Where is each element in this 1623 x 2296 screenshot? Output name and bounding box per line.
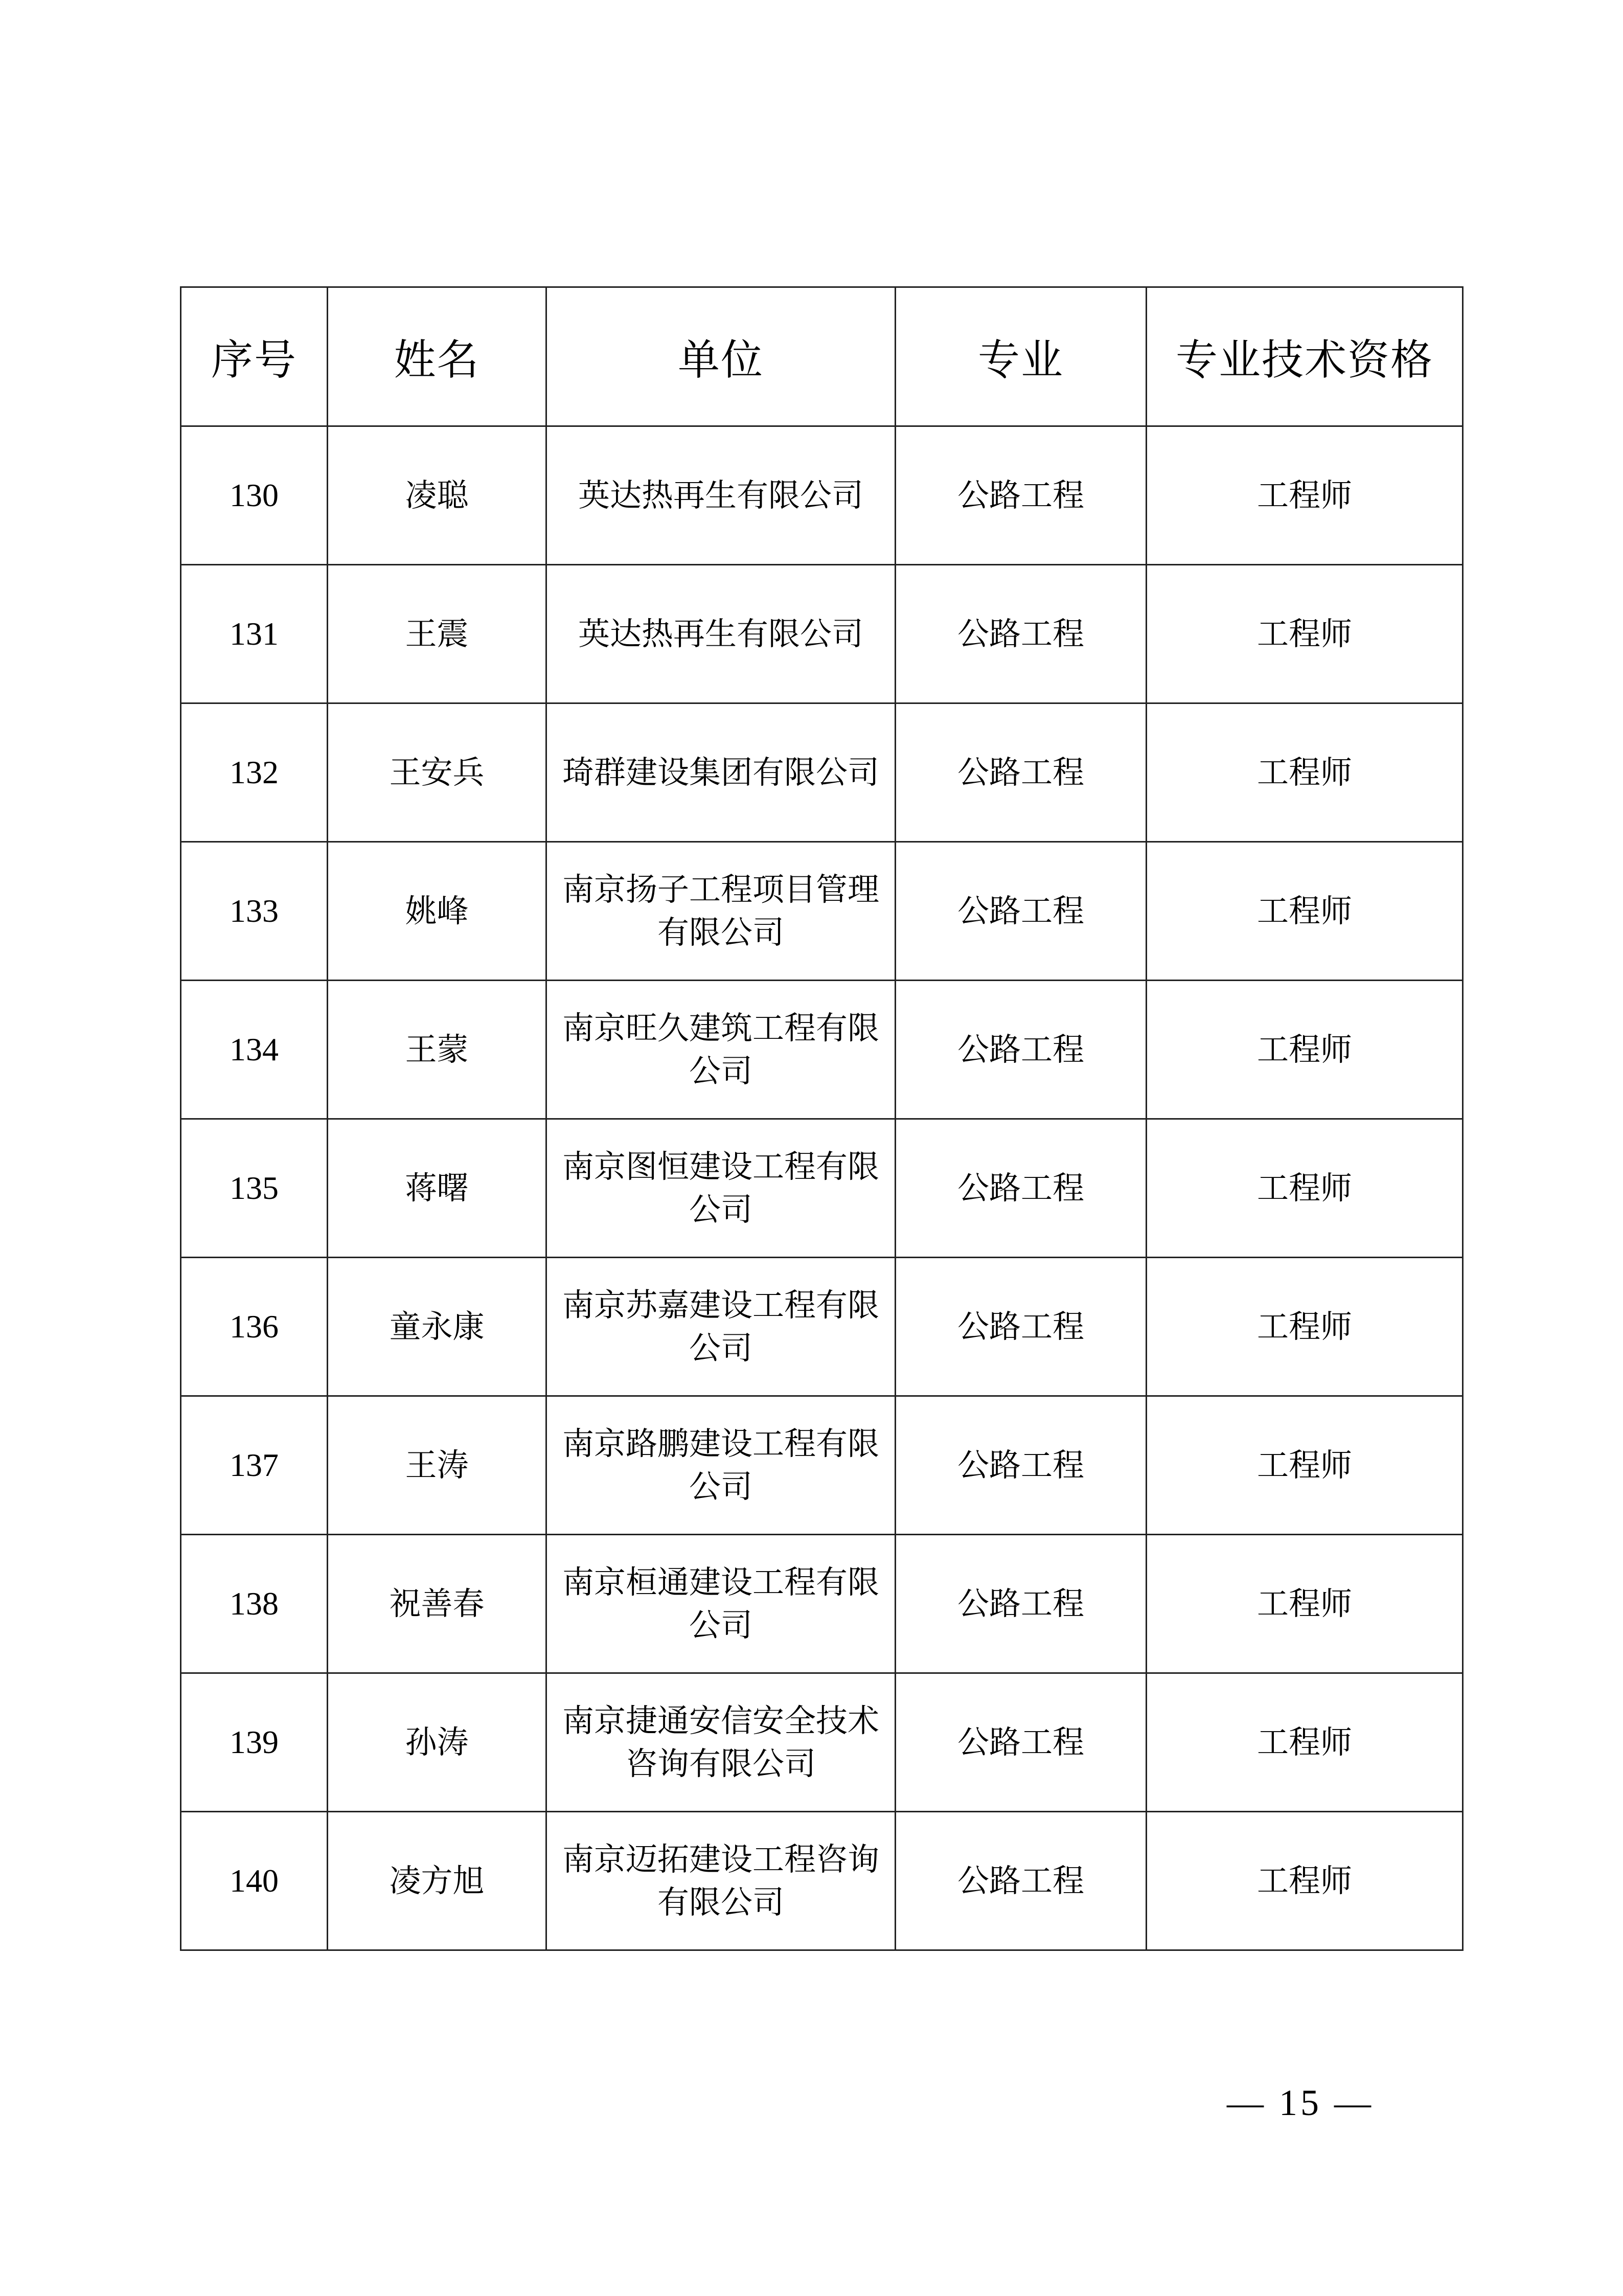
cell-qualification: 工程师 [1147, 1119, 1463, 1258]
cell-name: 王震 [328, 565, 546, 703]
table-header-row [181, 287, 1463, 426]
cell-seq: 135 [181, 1119, 328, 1258]
cell-qualification: 工程师 [1147, 1396, 1463, 1535]
cell-name: 童永康 [328, 1258, 546, 1396]
cell-seq: 138 [181, 1535, 328, 1673]
cell-seq: 137 [181, 1396, 328, 1535]
cell-major: 公路工程 [896, 1535, 1147, 1673]
cell-unit: 南京迈拓建设工程咨询有限公司 [546, 1812, 896, 1950]
cell-seq: 139 [181, 1673, 328, 1812]
header-name: 姓名 [328, 287, 546, 426]
cell-major: 公路工程 [896, 565, 1147, 703]
header-unit: 单位 [546, 287, 896, 426]
header-seq: 序号 [181, 287, 328, 426]
cell-qualification: 工程师 [1147, 1812, 1463, 1950]
cell-major: 公路工程 [896, 1119, 1147, 1258]
cell-seq: 130 [181, 426, 328, 565]
cell-qualification: 工程师 [1147, 1673, 1463, 1812]
cell-seq: 136 [181, 1258, 328, 1396]
cell-qualification: 工程师 [1147, 842, 1463, 981]
cell-unit: 南京路鹏建设工程有限公司 [546, 1396, 896, 1535]
cell-name: 凌方旭 [328, 1812, 546, 1950]
cell-qualification: 工程师 [1147, 1535, 1463, 1673]
table-row [181, 565, 1463, 703]
cell-unit: 南京苏嘉建设工程有限公司 [546, 1258, 896, 1396]
cell-name: 孙涛 [328, 1673, 546, 1812]
cell-unit: 南京旺久建筑工程有限公司 [546, 981, 896, 1119]
cell-major: 公路工程 [896, 981, 1147, 1119]
cell-name: 凌聪 [328, 426, 546, 565]
cell-unit: 南京扬子工程项目管理有限公司 [546, 842, 896, 981]
cell-major: 公路工程 [896, 1396, 1147, 1535]
roster-table [180, 286, 1464, 1951]
table-row [181, 842, 1463, 981]
cell-name: 王安兵 [328, 703, 546, 842]
table-row [181, 1673, 1463, 1812]
table-row [181, 703, 1463, 842]
cell-unit: 南京桓通建设工程有限公司 [546, 1535, 896, 1673]
table-row [181, 981, 1463, 1119]
cell-seq: 131 [181, 565, 328, 703]
cell-major: 公路工程 [896, 842, 1147, 981]
table-row [181, 1119, 1463, 1258]
cell-major: 公路工程 [896, 1258, 1147, 1396]
cell-unit: 英达热再生有限公司 [546, 565, 896, 703]
cell-qualification: 工程师 [1147, 1258, 1463, 1396]
table-row [181, 1396, 1463, 1535]
cell-unit: 南京图恒建设工程有限公司 [546, 1119, 896, 1258]
table-row [181, 1812, 1463, 1950]
table-row [181, 1535, 1463, 1673]
cell-major: 公路工程 [896, 426, 1147, 565]
cell-name: 祝善春 [328, 1535, 546, 1673]
header-major: 专业 [896, 287, 1147, 426]
cell-seq: 132 [181, 703, 328, 842]
cell-qualification: 工程师 [1147, 703, 1463, 842]
cell-unit: 南京捷通安信安全技术咨询有限公司 [546, 1673, 896, 1812]
cell-qualification: 工程师 [1147, 426, 1463, 565]
cell-major: 公路工程 [896, 1673, 1147, 1812]
cell-seq: 133 [181, 842, 328, 981]
table-body [181, 426, 1463, 1950]
cell-seq: 134 [181, 981, 328, 1119]
cell-qualification: 工程师 [1147, 981, 1463, 1119]
cell-name: 王涛 [328, 1396, 546, 1535]
cell-unit: 琦群建设集团有限公司 [546, 703, 896, 842]
cell-seq: 140 [181, 1812, 328, 1950]
table-row [181, 426, 1463, 565]
table-row [181, 1258, 1463, 1396]
cell-name: 姚峰 [328, 842, 546, 981]
header-qualification: 专业技术资格 [1147, 287, 1463, 426]
cell-name: 王蒙 [328, 981, 546, 1119]
page-number: — 15 — [1227, 2082, 1374, 2123]
cell-major: 公路工程 [896, 1812, 1147, 1950]
cell-unit: 英达热再生有限公司 [546, 426, 896, 565]
cell-name: 蒋曙 [328, 1119, 546, 1258]
cell-qualification: 工程师 [1147, 565, 1463, 703]
cell-major: 公路工程 [896, 703, 1147, 842]
